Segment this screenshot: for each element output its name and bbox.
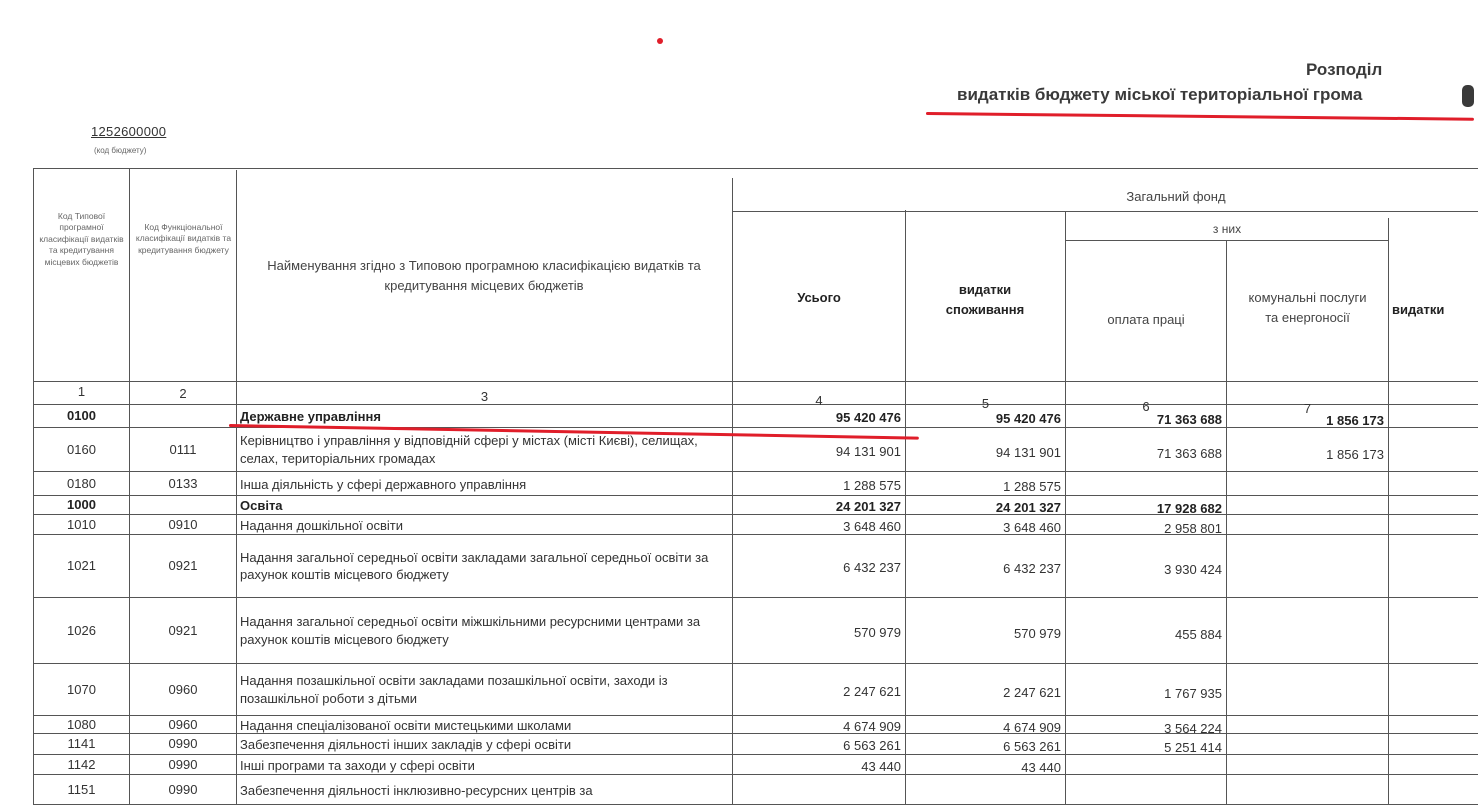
table-row bbox=[0, 755, 1478, 775]
grid-line bbox=[732, 211, 1478, 212]
table-row bbox=[0, 598, 1478, 664]
header-development: видатки bbox=[1392, 302, 1445, 317]
function-code: 0990 bbox=[168, 756, 198, 772]
amount-salary: 1 767 935 bbox=[1164, 685, 1222, 701]
program-code: 1141 bbox=[67, 736, 96, 751]
amount-consumption: 6 432 237 bbox=[1003, 561, 1061, 576]
amount-consumption: 94 131 901 bbox=[995, 444, 1061, 460]
program-code: 1080 bbox=[67, 716, 96, 732]
header-col-function-code: Код Функціональної класифікації видатків та кредитування бюджету bbox=[135, 222, 232, 255]
program-code: 0180 bbox=[67, 475, 96, 491]
function-code: 0990 bbox=[168, 736, 198, 751]
program-name: Надання загальної середньої освіти міжшкільними ресурсними центрами за рахунок коштів місцевого бюджету bbox=[240, 614, 701, 647]
amount-salary: 2 958 801 bbox=[1164, 520, 1222, 536]
function-code: 0111 bbox=[169, 441, 197, 457]
header-salary: оплата праці bbox=[1107, 312, 1185, 327]
amount-total: 4 674 909 bbox=[843, 718, 901, 734]
program-name: Керівництво і управління у відповідній сфері у містах (місті Києві), селищах, селах, територіальних громадах bbox=[240, 433, 698, 466]
amount-salary: 17 928 682 bbox=[1156, 501, 1222, 516]
program-code: 1142 bbox=[67, 756, 96, 772]
amount-total: 24 201 327 bbox=[835, 499, 901, 514]
amount-salary: 455 884 bbox=[1175, 626, 1222, 642]
header-general-fund: Загальний фонд bbox=[1126, 189, 1226, 204]
amount-salary: 3 930 424 bbox=[1164, 562, 1222, 577]
header-of-which: з них bbox=[1212, 222, 1242, 236]
function-code: 0910 bbox=[168, 516, 198, 532]
program-name: Інша діяльність у сфері державного управління bbox=[240, 476, 527, 492]
column-number: 1 bbox=[77, 384, 86, 399]
budget-code-label: (код бюджету) bbox=[94, 146, 147, 155]
table-row bbox=[0, 716, 1478, 734]
amount-utilities: 1 856 173 bbox=[1326, 446, 1384, 462]
scrollbar-thumb[interactable] bbox=[1462, 85, 1474, 107]
function-code: 0990 bbox=[168, 781, 198, 797]
amount-total: 6 563 261 bbox=[843, 738, 901, 753]
function-code: 0960 bbox=[168, 681, 198, 697]
function-code: 0960 bbox=[168, 716, 198, 732]
header-col-name: Найменування згідно з Типовою програмною класифікацією видатків та кредитування місцевих бюджетів bbox=[267, 258, 701, 293]
function-code: 0921 bbox=[168, 558, 198, 573]
program-name: Надання спеціалізованої освіти мистецькими школами bbox=[240, 717, 572, 733]
table-row bbox=[0, 515, 1478, 535]
table-row bbox=[0, 535, 1478, 598]
amount-consumption: 2 247 621 bbox=[1003, 684, 1061, 700]
amount-consumption: 1 288 575 bbox=[1003, 478, 1061, 494]
program-code: 0100 bbox=[67, 408, 96, 423]
program-code: 1010 bbox=[67, 516, 96, 532]
amount-consumption: 4 674 909 bbox=[1003, 719, 1061, 735]
amount-consumption: 43 440 bbox=[1021, 759, 1061, 775]
header-col-program-code: Код Типової програмної класифікації видатків та кредитування місцевих бюджетів bbox=[39, 211, 124, 267]
amount-utilities: 1 856 173 bbox=[1326, 413, 1384, 428]
amount-total: 570 979 bbox=[854, 624, 901, 640]
amount-total: 94 131 901 bbox=[835, 443, 901, 459]
amount-salary: 5 251 414 bbox=[1164, 740, 1222, 755]
amount-consumption: 95 420 476 bbox=[995, 411, 1061, 426]
program-code: 1000 bbox=[67, 497, 96, 512]
table-row bbox=[0, 734, 1478, 755]
program-name: Надання загальної середньої освіти закладами загальної середньої освіти за рахунок коштів місцевого бюджету bbox=[240, 549, 709, 583]
program-name: Інші програми та заходи у сфері освіти bbox=[240, 757, 475, 773]
program-code: 1070 bbox=[67, 681, 96, 697]
program-code: 1026 bbox=[67, 622, 96, 638]
document-title-line2: видатків бюджету міської територіальної грома bbox=[957, 85, 1363, 104]
column-number: 2 bbox=[179, 386, 187, 401]
table-row bbox=[0, 405, 1478, 428]
program-name: Державне управління bbox=[240, 409, 381, 424]
program-name: Надання позашкільної освіти закладами позашкільної освіти, заходи із позашкільної роботи з дітьми bbox=[240, 673, 668, 706]
amount-consumption: 570 979 bbox=[1014, 625, 1061, 641]
table-row bbox=[0, 775, 1478, 805]
program-name: Освіта bbox=[240, 498, 283, 513]
column-number: 7 bbox=[1303, 401, 1312, 416]
program-code: 1021 bbox=[67, 558, 96, 573]
amount-total: 1 288 575 bbox=[843, 477, 901, 493]
annotation-dot bbox=[657, 38, 663, 44]
amount-salary: 3 564 224 bbox=[1164, 720, 1222, 736]
header-utilities: комунальні послуги та енергоносії bbox=[1248, 290, 1367, 325]
amount-total: 95 420 476 bbox=[835, 410, 901, 425]
function-code: 0133 bbox=[168, 475, 198, 491]
program-code: 0160 bbox=[67, 441, 96, 457]
program-name: Забезпечення діяльності інклюзивно-ресурсних центрів за bbox=[240, 782, 593, 798]
document-title-line1: Розподіл bbox=[1306, 60, 1383, 79]
table-row bbox=[0, 472, 1478, 496]
amount-consumption: 3 648 460 bbox=[1003, 519, 1061, 535]
header-consumption: видатки споживання bbox=[945, 282, 1025, 317]
budget-code: 1252600000 bbox=[91, 124, 167, 139]
column-number: 3 bbox=[480, 389, 489, 404]
amount-total: 2 247 621 bbox=[843, 683, 901, 699]
amount-consumption: 6 563 261 bbox=[1003, 739, 1061, 754]
annotation-underline-title bbox=[926, 112, 1474, 121]
column-number: 4 bbox=[815, 393, 823, 408]
program-name: Надання дошкільної освіти bbox=[240, 517, 403, 533]
amount-total: 3 648 460 bbox=[843, 518, 901, 534]
amount-total: 6 432 237 bbox=[843, 560, 901, 575]
header-total: Усього bbox=[797, 290, 841, 305]
table-row bbox=[0, 496, 1478, 515]
amount-consumption: 24 201 327 bbox=[995, 500, 1061, 515]
amount-salary: 71 363 688 bbox=[1156, 412, 1222, 427]
function-code: 0921 bbox=[168, 622, 198, 638]
column-number: 5 bbox=[981, 396, 990, 411]
table-row bbox=[0, 664, 1478, 716]
amount-salary: 71 363 688 bbox=[1156, 445, 1222, 461]
column-number: 6 bbox=[1142, 399, 1150, 414]
amount-total: 43 440 bbox=[861, 758, 901, 774]
grid-line bbox=[1065, 240, 1389, 241]
grid-line bbox=[33, 381, 1478, 382]
program-name: Забезпечення діяльності інших закладів у сфері освіти bbox=[240, 737, 572, 752]
program-code: 1151 bbox=[67, 781, 96, 797]
grid-line bbox=[33, 168, 1478, 169]
